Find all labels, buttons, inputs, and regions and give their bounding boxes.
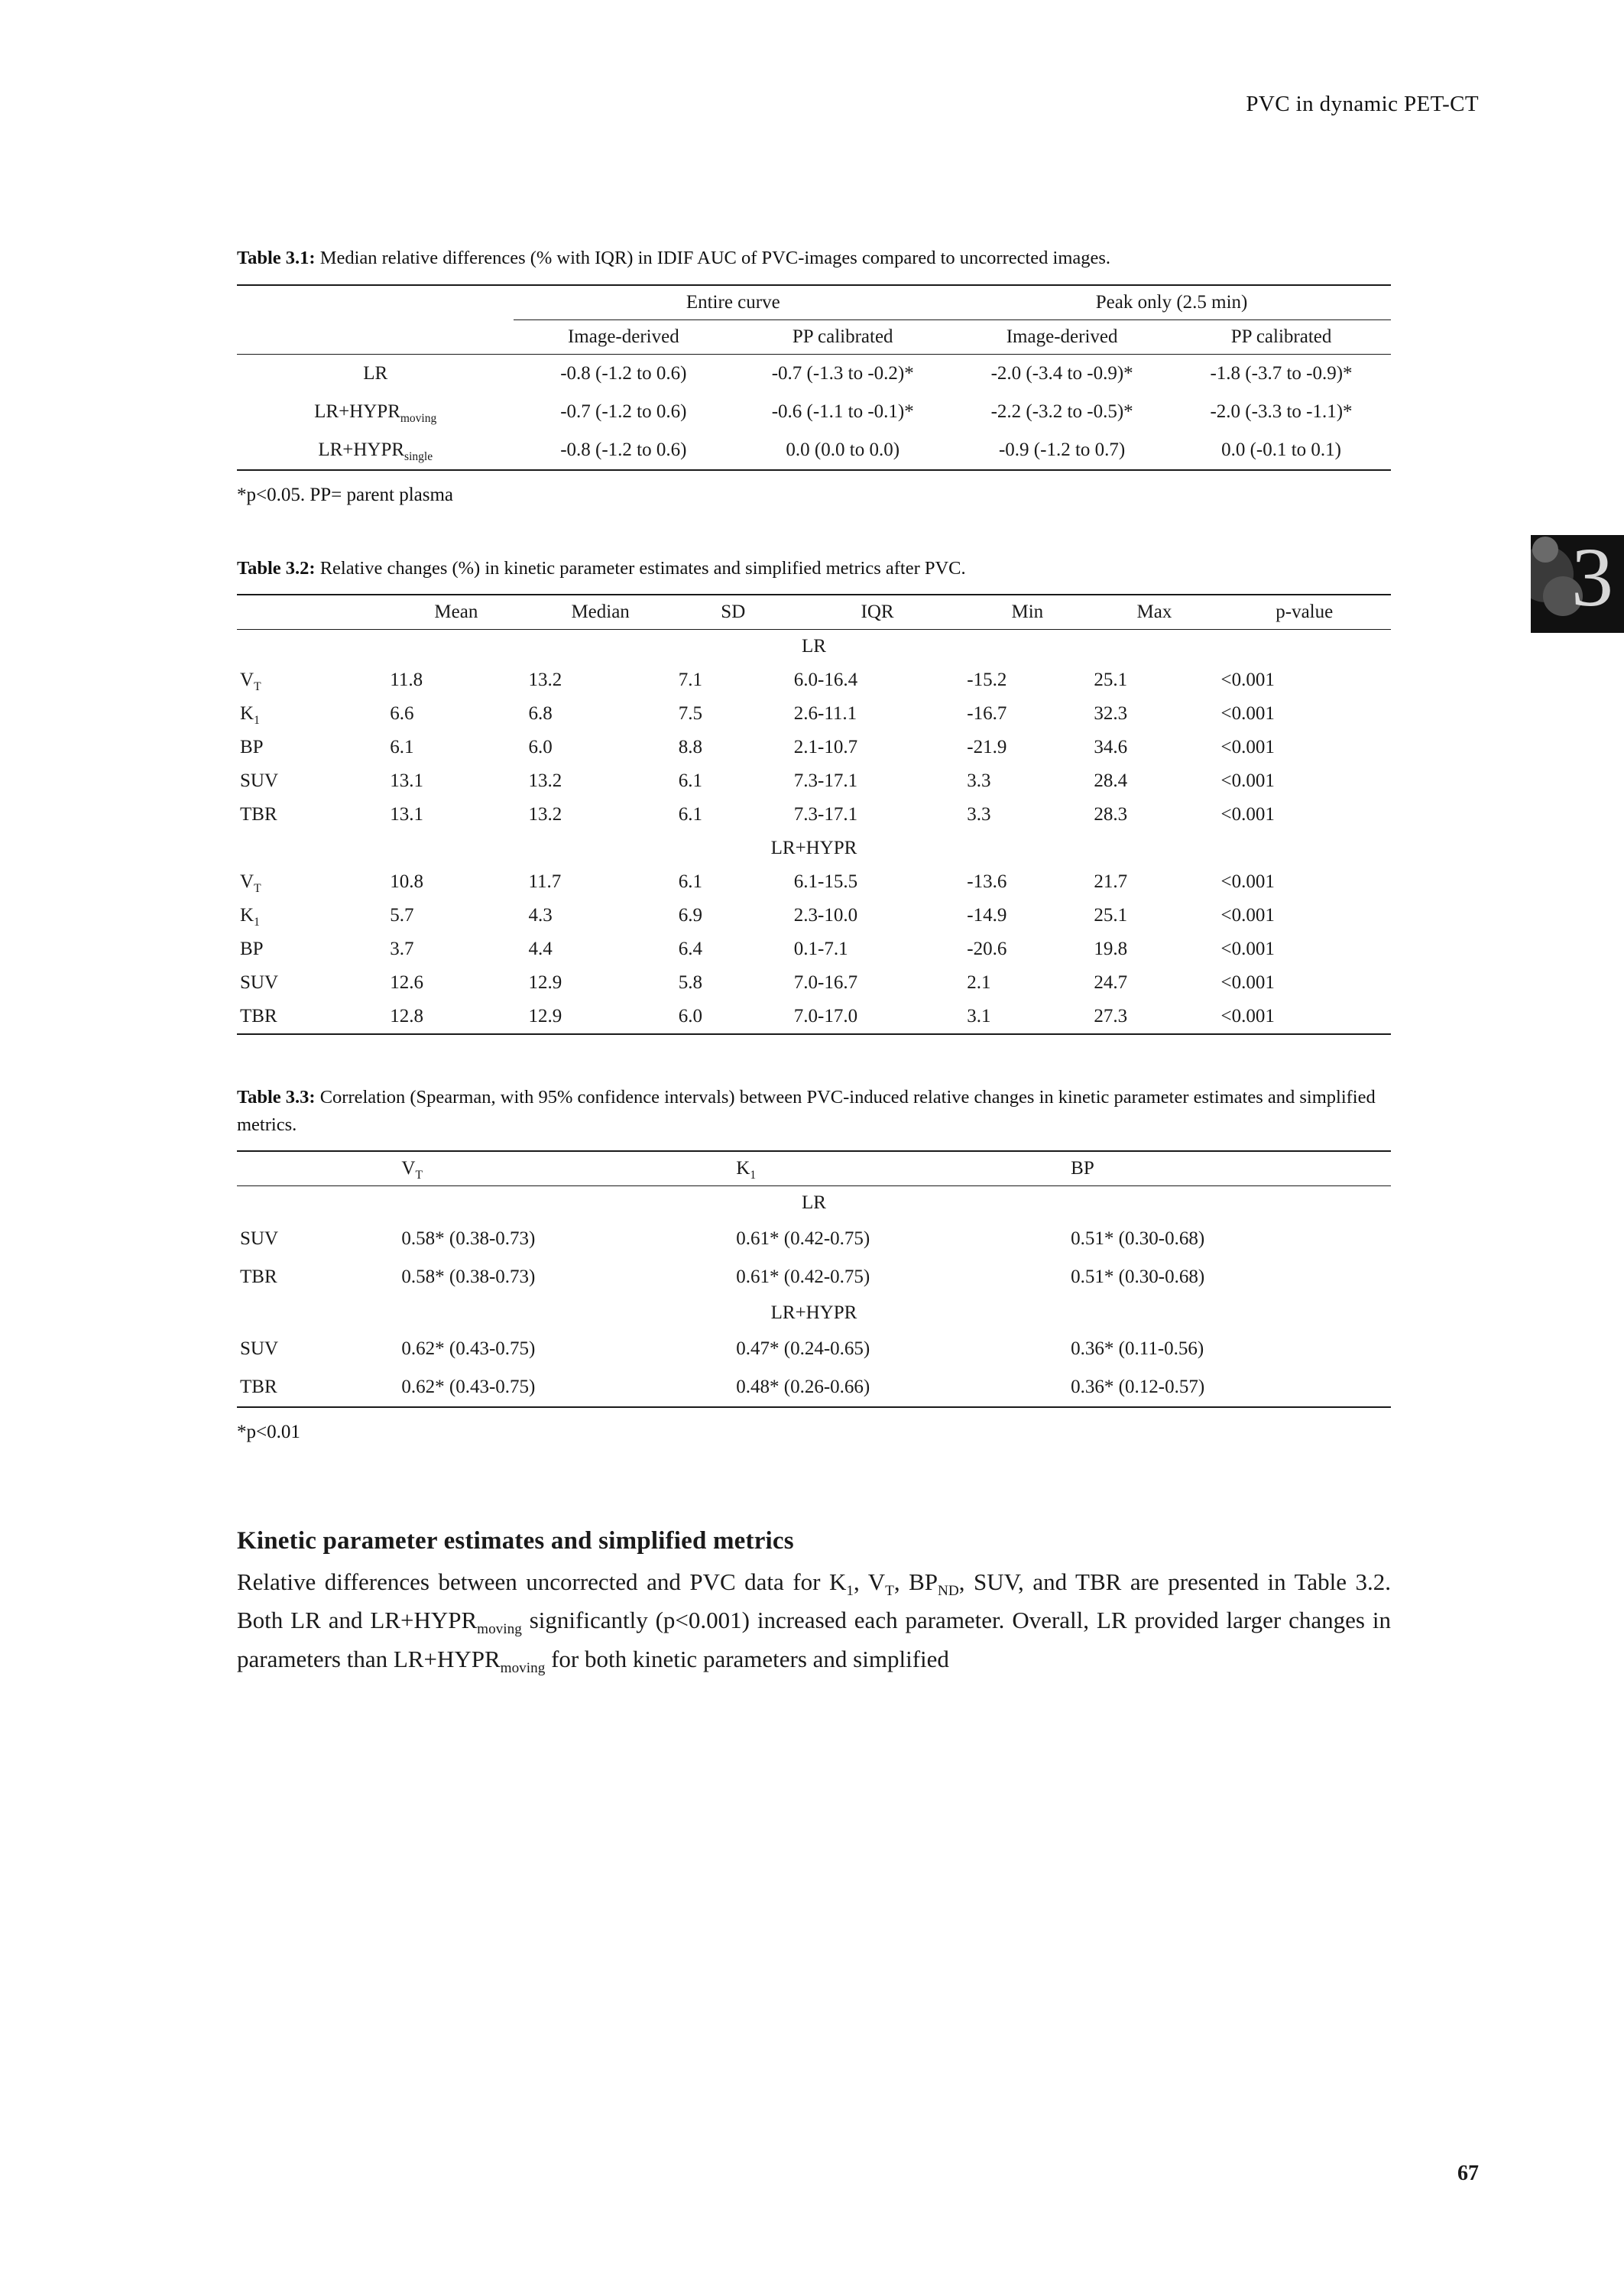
row-label-sub: single xyxy=(404,449,433,463)
table-3-2-row-label-hypr-1 xyxy=(237,899,387,932)
row-label-text: LR+HYPR xyxy=(318,439,405,460)
table-3-2-caption xyxy=(237,555,1391,582)
table-3-1-col-pp-calibrated-1: PP calibrated xyxy=(733,319,952,354)
table-3-1-row-label-1 xyxy=(237,393,514,431)
table-3-2-cell-lr-3-3: 7.3-17.1 xyxy=(793,770,858,792)
row-label-text: BP xyxy=(240,939,264,960)
spacer xyxy=(237,1492,1391,1527)
table-3-3-section-header xyxy=(237,1186,1391,1221)
table-row xyxy=(237,764,1391,798)
table-3-2-section-header xyxy=(237,630,1391,664)
table-3-3-caption xyxy=(237,1084,1391,1138)
running-head: PVC in dynamic PET-CT xyxy=(1246,92,1479,116)
table-3-2-row-label-lr-1 xyxy=(237,697,387,731)
table-3-2-cell-hypr-3-0: 12.6 xyxy=(390,972,424,994)
table-row xyxy=(237,1220,1391,1258)
table-3-2-row-label-lr-4 xyxy=(237,798,387,832)
row-label-sub: moving xyxy=(400,411,437,425)
body-paragraph: Relative differences between uncorrected and PVC data for $K_1$, $V_T$, $BP_{ND}$, SUV, and TBR are presented in Table 3.2. Both LR and $LR+HYPR_{moving}$ significantly (p<0.001) increased each parameter. Overall, LR provided larger changes in parameters than $LR+HYPR_{moving}$ for both kinetic parameters and simplified xyxy=(237,1568,1391,1676)
col-label-text: K xyxy=(736,1158,750,1179)
content-column xyxy=(237,245,1391,1678)
table-3-2-cell-hypr-2-6: <0.001 xyxy=(1220,939,1275,960)
page-title: Kinetic parameter estimates and simplified metrics xyxy=(237,1527,794,1555)
table-3-1-col-image-derived-2: Image-derived xyxy=(952,319,1172,354)
table-3-1-cell-2-3: 0.0 (-0.1 to 0.1) xyxy=(1172,431,1391,470)
table-3-1-cell-0-0: -0.8 (-1.2 to 0.6) xyxy=(560,362,687,384)
table-3-2-cell-lr-2-6: <0.001 xyxy=(1220,737,1275,758)
table-3-2-header-row xyxy=(237,595,1391,630)
table-3-1-col-image-derived-1: Image-derived xyxy=(514,319,733,354)
table-row xyxy=(237,899,1391,932)
table-row xyxy=(237,697,1391,731)
table-3-1-group-header-entire-curve: Entire curve xyxy=(514,285,952,320)
table-3-3-section-title-lr: LR xyxy=(802,1192,826,1214)
row-label-text: SUV xyxy=(240,972,279,994)
table-3-2-caption-label: Table 3.2: xyxy=(237,557,316,579)
table-3-2-row-label-lr-0 xyxy=(237,663,387,697)
table-3-1-cell-0-2: -2.0 (-3.4 to -0.9)* xyxy=(990,362,1133,384)
table-row xyxy=(237,431,1391,470)
table-3-2-col-median: Median xyxy=(525,595,675,630)
table-3-2-cell-hypr-1-4: -14.9 xyxy=(967,905,1007,926)
chapter-thumb-tab xyxy=(1531,535,1624,633)
table-3-2-row-label-lr-3 xyxy=(237,764,387,798)
table-row xyxy=(237,1258,1391,1296)
table-3-3-col-vt xyxy=(398,1151,733,1186)
table-3-3-row-label-lr-0: SUV xyxy=(240,1228,279,1250)
table-3-2-row-label-hypr-2 xyxy=(237,932,387,966)
table-3-1-cell-0-1: -0.7 (-1.3 to -0.2)* xyxy=(771,362,914,384)
table-row xyxy=(237,1000,1391,1034)
table-row xyxy=(237,663,1391,697)
table-3-2-cell-hypr-4-3: 7.0-17.0 xyxy=(791,1000,964,1034)
table-3-2-cell-hypr-3-6: <0.001 xyxy=(1220,972,1275,994)
table-3-1-cell-1-2: -2.2 (-3.2 to -0.5)* xyxy=(990,401,1133,422)
table-3-2-col-mean: Mean xyxy=(387,595,525,630)
table-3-2-cell-hypr-2-5: 19.8 xyxy=(1094,939,1128,960)
table-3-2-row-label-hypr-0 xyxy=(237,865,387,899)
table-3-2-cell-hypr-4-1: 12.9 xyxy=(525,1000,675,1034)
chapter-number: 3 xyxy=(1571,535,1613,624)
table-3-1-cell-1-0: -0.7 (-1.2 to 0.6) xyxy=(560,401,687,422)
table-3-2-cell-lr-1-5: 32.3 xyxy=(1094,703,1128,725)
table-3-2-cell-lr-4-3: 7.3-17.1 xyxy=(793,804,858,825)
table-3-2-cell-lr-4-1: 13.2 xyxy=(528,804,562,825)
table-3-1-col-pp-calibrated-2: PP calibrated xyxy=(1172,319,1391,354)
table-3-3-section-title-lrhypr: LR+HYPR xyxy=(770,1302,857,1324)
table-row xyxy=(237,966,1391,1000)
table-3-2-cell-hypr-2-1: 4.4 xyxy=(528,939,553,960)
table-3-2-cell-lr-4-6: <0.001 xyxy=(1220,804,1275,825)
table-3-2-cell-lr-1-0: 6.6 xyxy=(390,703,414,725)
page-number: 67 xyxy=(1457,2162,1479,2185)
thumb-decoration-circle-small xyxy=(1532,537,1558,563)
table-3-1-col-blank xyxy=(237,319,514,354)
table-3-3-cell-lr-0-0: 0.58* (0.38-0.73) xyxy=(401,1228,536,1250)
row-label-text: V xyxy=(240,871,254,893)
table-3-2-col-max: Max xyxy=(1091,595,1217,630)
table-3-1-group-header-blank xyxy=(237,285,514,320)
row-label-text: V xyxy=(240,670,254,691)
table-3-2-cell-hypr-0-5: 21.7 xyxy=(1094,871,1128,893)
table-3-1-caption-label: Table 3.1: xyxy=(237,248,316,268)
table-3-2-cell-hypr-4-5: 27.3 xyxy=(1091,1000,1217,1034)
table-3-2-cell-lr-3-1: 13.2 xyxy=(528,770,562,792)
row-label-text: BP xyxy=(240,737,264,758)
table-3-1-cell-0-3: -1.8 (-3.7 to -0.9)* xyxy=(1210,362,1353,384)
table-3-2-col-pvalue: p-value xyxy=(1217,595,1391,630)
table-row xyxy=(237,798,1391,832)
table-3-2-col-min: Min xyxy=(964,595,1091,630)
table-3-1-row-label-2 xyxy=(237,431,514,470)
table-3-3-col-bp xyxy=(1068,1151,1391,1186)
table-row xyxy=(237,393,1391,431)
row-label-text: SUV xyxy=(240,770,279,792)
table-3-2-cell-lr-2-5: 34.6 xyxy=(1094,737,1128,758)
table-3-2-cell-lr-0-1: 13.2 xyxy=(528,670,562,691)
row-label-sub: T xyxy=(254,882,261,896)
table-3-2-cell-hypr-3-5: 24.7 xyxy=(1094,972,1128,994)
table-3-2-cell-lr-0-6: <0.001 xyxy=(1220,670,1275,691)
table-3-1-caption-text: Median relative differences (% with IQR) in IDIF AUC of PVC-images compared to uncorrected images. xyxy=(315,248,1111,268)
table-3-2-cell-hypr-0-0: 10.8 xyxy=(390,871,424,893)
spacer xyxy=(237,1035,1391,1084)
table-3-1-cell-1-1: -0.6 (-1.1 to -0.1)* xyxy=(771,401,914,422)
table-3-3-cell-lr-0-1: 0.61* (0.42-0.75) xyxy=(736,1228,870,1250)
table-3-2-cell-lr-3-4: 3.3 xyxy=(967,770,991,792)
table-3-2-cell-lr-1-3: 2.6-11.1 xyxy=(793,703,857,725)
table-3-2-cell-hypr-4-6: <0.001 xyxy=(1217,1000,1391,1034)
table-3-3-row-label-lr-1: TBR xyxy=(240,1267,277,1288)
table-3-2-cell-hypr-2-3: 0.1-7.1 xyxy=(793,939,848,960)
table-3-2-cell-hypr-4-0: 12.8 xyxy=(387,1000,525,1034)
table-3-2-cell-lr-3-5: 28.4 xyxy=(1094,770,1128,792)
table-3-2 xyxy=(237,594,1391,1035)
table-3-2-row-label-hypr-3 xyxy=(237,966,387,1000)
table-3-2-cell-lr-4-0: 13.1 xyxy=(390,804,424,825)
spacer xyxy=(237,1443,1391,1492)
col-label-sub: 1 xyxy=(750,1169,757,1182)
table-3-2-col-blank xyxy=(237,595,387,630)
table-3-2-cell-lr-2-1: 6.0 xyxy=(528,737,553,758)
table-3-1-header-row xyxy=(237,319,1391,354)
table-row xyxy=(237,731,1391,764)
table-3-3-cell-hypr-1-0: 0.62* (0.43-0.75) xyxy=(398,1368,733,1407)
table-3-2-cell-lr-1-6: <0.001 xyxy=(1220,703,1275,725)
table-row xyxy=(237,865,1391,899)
table-3-1-footnote: *p<0.05. PP= parent plasma xyxy=(237,484,454,505)
table-3-1-cell-2-1: 0.0 (0.0 to 0.0) xyxy=(733,431,952,470)
table-3-3-cell-hypr-0-2: 0.36* (0.11-0.56) xyxy=(1071,1338,1204,1360)
table-3-2-row-label-lr-2 xyxy=(237,731,387,764)
row-label-text: LR+HYPR xyxy=(314,401,400,422)
table-3-2-cell-hypr-1-1: 4.3 xyxy=(528,905,553,926)
table-3-2-cell-lr-0-5: 25.1 xyxy=(1094,670,1128,691)
table-3-2-cell-lr-4-5: 28.3 xyxy=(1094,804,1128,825)
row-label-sub: 1 xyxy=(254,714,260,728)
table-3-2-caption-text: Relative changes (%) in kinetic parameter estimates and simplified metrics after PVC. xyxy=(315,557,966,579)
table-3-3-cell-lr-1-2: 0.51* (0.30-0.68) xyxy=(1071,1267,1205,1288)
table-3-2-cell-hypr-3-4: 2.1 xyxy=(967,972,991,994)
table-3-3-col-blank xyxy=(237,1151,398,1186)
col-label-text: BP xyxy=(1071,1158,1094,1179)
table-3-2-cell-hypr-0-1: 11.7 xyxy=(528,871,562,893)
table-3-1-group-header-peak-only: Peak only (2.5 min) xyxy=(952,285,1391,320)
table-row xyxy=(237,354,1391,393)
table-3-3-cell-lr-1-1: 0.61* (0.42-0.75) xyxy=(736,1267,870,1288)
table-3-1 xyxy=(237,284,1391,471)
table-3-2-col-sd: SD xyxy=(676,595,791,630)
table-3-3-cell-hypr-0-1: 0.47* (0.24-0.65) xyxy=(736,1338,870,1360)
table-3-3-section-header xyxy=(237,1296,1391,1330)
table-3-2-cell-lr-4-2: 6.1 xyxy=(678,804,703,825)
table-3-2-cell-lr-2-3: 2.1-10.7 xyxy=(793,737,858,758)
table-3-2-cell-lr-1-1: 6.8 xyxy=(528,703,553,725)
table-3-2-cell-lr-0-4: -15.2 xyxy=(967,670,1007,691)
table-3-2-cell-lr-0-0: 11.8 xyxy=(390,670,423,691)
table-3-1-row-label-0 xyxy=(237,354,514,393)
table-3-2-cell-lr-1-2: 7.5 xyxy=(678,703,703,725)
table-3-3-row-label-hypr-0: SUV xyxy=(240,1338,279,1360)
row-label-sub: 1 xyxy=(254,916,260,929)
table-3-2-cell-hypr-3-3: 7.0-16.7 xyxy=(793,972,858,994)
table-3-2-section-title-lr: LR xyxy=(802,636,826,657)
table-3-3-cell-hypr-1-2: 0.36* (0.12-0.57) xyxy=(1068,1368,1391,1407)
table-3-2-section-header xyxy=(237,832,1391,865)
table-3-2-cell-hypr-1-2: 6.9 xyxy=(678,905,703,926)
table-3-3 xyxy=(237,1150,1391,1408)
row-label-text: K xyxy=(240,905,254,926)
table-3-2-cell-hypr-1-6: <0.001 xyxy=(1220,905,1275,926)
table-3-1-cell-2-2: -0.9 (-1.2 to 0.7) xyxy=(952,431,1172,470)
table-3-2-cell-lr-3-6: <0.001 xyxy=(1220,770,1275,792)
col-label-text: V xyxy=(401,1158,416,1179)
row-label-sub: T xyxy=(254,680,261,694)
table-row xyxy=(237,1368,1391,1407)
table-3-2-cell-lr-2-4: -21.9 xyxy=(967,737,1007,758)
table-3-2-cell-lr-3-0: 13.1 xyxy=(390,770,424,792)
table-3-2-cell-lr-2-0: 6.1 xyxy=(390,737,414,758)
table-3-2-cell-hypr-0-4: -13.6 xyxy=(967,871,1007,893)
table-3-2-cell-hypr-4-2: 6.0 xyxy=(676,1000,791,1034)
table-3-2-cell-hypr-2-4: -20.6 xyxy=(967,939,1007,960)
table-3-2-cell-lr-1-4: -16.7 xyxy=(967,703,1007,725)
table-3-3-footnote: *p<0.01 xyxy=(237,1422,300,1443)
table-3-1-group-header-row xyxy=(237,285,1391,320)
table-3-3-cell-hypr-0-0: 0.62* (0.43-0.75) xyxy=(401,1338,536,1360)
table-3-2-cell-hypr-3-2: 5.8 xyxy=(678,972,703,994)
table-3-3-cell-lr-0-2: 0.51* (0.30-0.68) xyxy=(1071,1228,1205,1250)
table-3-2-cell-hypr-0-6: <0.001 xyxy=(1220,871,1275,893)
row-label-text: TBR xyxy=(240,1006,277,1027)
table-3-3-row-label-hypr-1: TBR xyxy=(237,1368,398,1407)
table-3-3-cell-hypr-1-1: 0.48* (0.26-0.66) xyxy=(733,1368,1068,1407)
table-3-1-cell-2-0: -0.8 (-1.2 to 0.6) xyxy=(514,431,733,470)
table-3-3-col-k1 xyxy=(733,1151,1068,1186)
table-row xyxy=(237,1330,1391,1368)
row-label-text: K xyxy=(240,703,254,725)
table-3-2-cell-hypr-0-3: 6.1-15.5 xyxy=(793,871,858,893)
table-3-2-cell-hypr-1-0: 5.7 xyxy=(390,905,414,926)
table-3-2-cell-hypr-3-1: 12.9 xyxy=(528,972,562,994)
table-3-2-cell-lr-2-2: 8.8 xyxy=(678,737,703,758)
table-3-2-cell-hypr-2-2: 6.4 xyxy=(678,939,703,960)
table-row xyxy=(237,932,1391,966)
row-label-text: TBR xyxy=(240,804,277,825)
table-3-3-header-row xyxy=(237,1151,1391,1186)
table-3-1-caption xyxy=(237,245,1391,272)
table-3-2-cell-lr-3-2: 6.1 xyxy=(678,770,703,792)
table-3-2-cell-lr-0-3: 6.0-16.4 xyxy=(793,670,858,691)
table-3-2-cell-lr-0-2: 7.1 xyxy=(678,670,703,691)
spacer xyxy=(237,506,1391,555)
table-3-2-cell-hypr-1-5: 25.1 xyxy=(1094,905,1128,926)
table-3-3-cell-lr-1-0: 0.58* (0.38-0.73) xyxy=(401,1267,536,1288)
table-3-2-row-label-hypr-4 xyxy=(237,1000,387,1034)
table-3-2-cell-hypr-0-2: 6.1 xyxy=(678,871,703,893)
table-3-3-caption-text: Correlation (Spearman, with 95% confidence intervals) between PVC-induced relative changes in kinetic parameter estimates and simplified metrics. xyxy=(237,1087,1376,1135)
row-label-text: LR xyxy=(363,362,388,384)
table-3-2-col-iqr: IQR xyxy=(791,595,964,630)
table-3-2-cell-hypr-2-0: 3.7 xyxy=(390,939,414,960)
col-label-sub: T xyxy=(415,1169,423,1182)
table-3-2-cell-hypr-1-3: 2.3-10.0 xyxy=(793,905,858,926)
table-3-2-cell-hypr-4-4: 3.1 xyxy=(964,1000,1091,1034)
table-3-2-section-title-lrhypr: LR+HYPR xyxy=(770,838,857,859)
table-3-1-cell-1-3: -2.0 (-3.3 to -1.1)* xyxy=(1210,401,1353,422)
table-3-2-cell-lr-4-4: 3.3 xyxy=(967,804,991,825)
table-3-3-caption-label: Table 3.3: xyxy=(237,1087,316,1108)
